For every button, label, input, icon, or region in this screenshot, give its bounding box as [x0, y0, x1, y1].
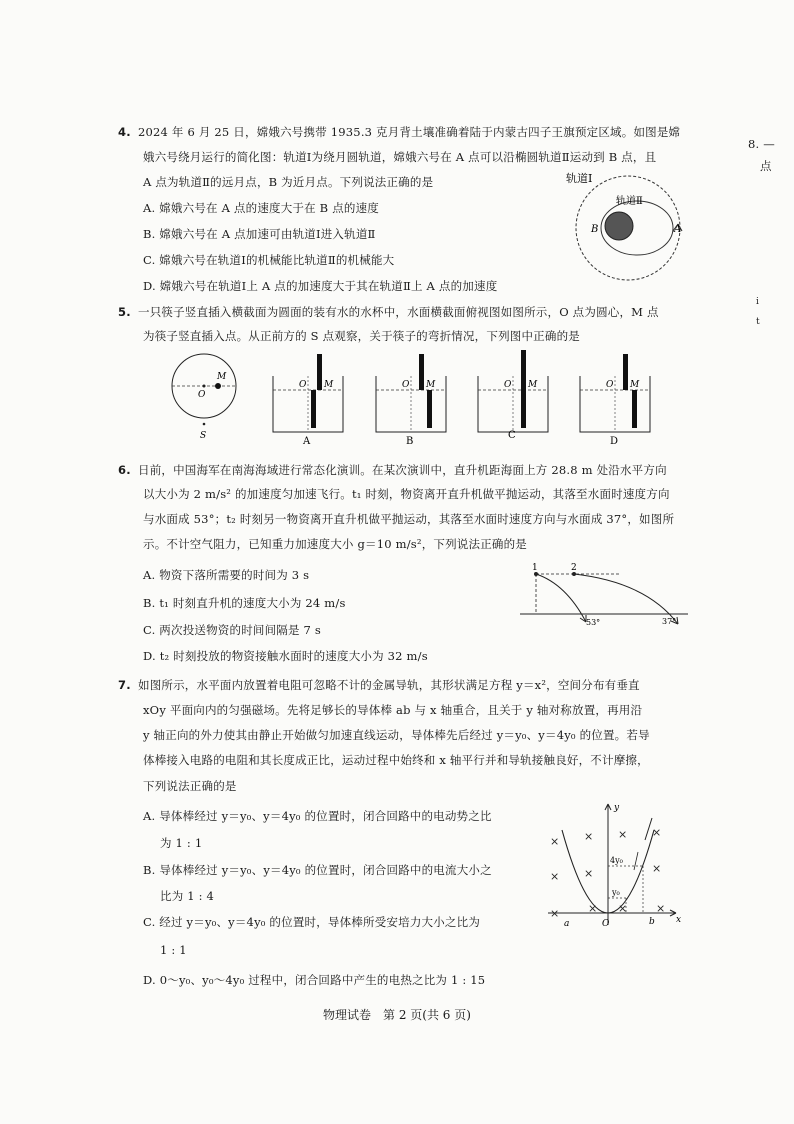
margin-mark-2: t — [756, 317, 760, 327]
point-a-label: A — [674, 224, 682, 235]
top-view-m-label: M — [217, 372, 227, 382]
q4-option-d: D. 嫦娥六号在轨道Ⅰ上 A 点的加速度大于其在轨道Ⅱ上 A 点的加速度 — [143, 279, 498, 293]
cup-c-o-label: O — [504, 380, 512, 390]
q7-stem-line5: 下列说法正确的是 — [143, 779, 237, 793]
chopstick-point-m — [215, 383, 221, 389]
point-1-label: 1 — [532, 563, 538, 573]
moon-disc — [605, 212, 633, 240]
q7-option-b-line1: B. 导体棒经过 y＝y₀、y＝4y₀ 的位置时，闭合回路中的电流大小之 — [143, 863, 492, 877]
q4-option-a: A. 嫦娥六号在 A 点的速度大于在 B 点的速度 — [143, 201, 379, 215]
field-cross-2: × — [584, 830, 594, 843]
orbit-1-label: 轨道Ⅰ — [566, 172, 593, 185]
margin-q8-fragment: 8. — — [748, 137, 775, 151]
cup-b-m-label: M — [426, 380, 436, 390]
q4-orbit-figure — [560, 166, 700, 281]
q5-number: 5. — [118, 305, 131, 319]
cup-a-o-label: O — [299, 380, 307, 390]
q7-stem-line1: 如图所示，水平面内放置着电阻可忽略不计的金属导轨，其形状满足方程 y＝x²，空间分布有垂直 — [138, 678, 640, 692]
q4-number: 4. — [118, 125, 131, 139]
field-cross-8: × — [550, 907, 560, 920]
q4-option-b: B. 嫦娥六号在 A 点加速可由轨道Ⅰ进入轨道Ⅱ — [143, 227, 376, 241]
q6-option-a: A. 物资下落所需要的时间为 3 s — [143, 568, 310, 582]
cup-c-m-label: M — [528, 380, 538, 390]
q7-option-a-line1: A. 导体棒经过 y＝y₀、y＝4y₀ 的位置时，闭合回路中的电动势之比 — [143, 809, 492, 823]
q7-option-c-line1: C. 经过 y＝y₀、y＝4y₀ 的位置时，导体棒所受安培力大小之比为 — [143, 915, 481, 929]
x-axis-label: x — [676, 915, 682, 925]
q5-cup-c — [478, 350, 548, 441]
trajectory-1 — [536, 574, 586, 622]
field-cross-9: × — [588, 902, 598, 915]
q7-number: 7. — [118, 678, 131, 692]
q7-option-a-line2: 为 1 : 1 — [160, 836, 203, 850]
q7-stem-line2: xOy 平面向内的匀强磁场。先将足够长的导体棒 ab 与 x 轴重合，且关于 y 轴对称放置，再用沿 — [143, 703, 643, 717]
q6-stem-line2: 以大小为 2 m/s² 的加速度匀加速飞行。t₁ 时刻，物资离开直升机做平抛运动，其落至水面时速度方向 — [143, 487, 670, 501]
q5-cup-d — [580, 354, 650, 447]
y-axis-label: y — [614, 803, 620, 813]
q7-stem-line3: y 轴正向的外力使其由静止开始做匀加速直线运动，导体棒先后经过 y＝y₀、y＝4y₀ 的位置。若导 — [143, 728, 650, 742]
q7-option-b-line2: 比为 1 : 4 — [160, 889, 215, 903]
q6-number: 6. — [118, 463, 131, 477]
cup-b-label: B — [406, 436, 414, 447]
cup-b-o-label: O — [402, 380, 410, 390]
level-4y0-label: 4y₀ — [610, 856, 623, 865]
field-cross-6: × — [584, 867, 594, 880]
top-view-o-label: O — [198, 390, 206, 400]
angle-53-label: 53° — [586, 618, 601, 627]
field-cross-1: × — [550, 835, 560, 848]
field-cross-4: × — [652, 826, 662, 839]
rod-end-a-label: a — [564, 919, 570, 929]
field-cross-5: × — [550, 870, 560, 883]
q4-stem-line1: 2024 年 6 月 25 日，嫦娥六号携带 1935.3 克月背土壤准确着陆于内蒙古四子王旗预定区域。如图是嫦 — [138, 125, 681, 139]
q5-stem-line2: 为筷子竖直插入点。从正前方的 S 点观察，关于筷子的弯折情况，下列图中正确的是 — [143, 329, 580, 343]
top-view-s-label: S — [200, 431, 207, 441]
q4-stem-line3: A 点为轨道Ⅱ的远月点，B 为近月点。下列说法正确的是 — [143, 175, 434, 189]
q6-option-d: D. t₂ 时刻投放的物资接触水面时的速度大小为 32 m/s — [143, 649, 428, 663]
q5-figures — [160, 346, 680, 448]
orbit-2-label: 轨道Ⅱ — [616, 196, 643, 207]
field-cross-3: × — [618, 828, 628, 841]
q6-option-c: C. 两次投送物资的时间间隔是 7 s — [143, 623, 322, 637]
page-footer: 物理试卷 第 2 页(共 6 页) — [323, 1008, 471, 1022]
level-y0-label: y₀ — [612, 888, 620, 897]
point-2-label: 2 — [571, 563, 577, 573]
rod-end-b-label: b — [649, 917, 655, 927]
q5-top-view — [172, 354, 236, 441]
q7-option-d: D. 0～y₀、y₀～4y₀ 过程中，闭合回路中产生的电热之比为 1 : 15 — [143, 973, 486, 987]
q5-cup-b — [376, 354, 446, 447]
q5-cup-a — [273, 354, 343, 447]
q6-stem-line4: 示。不计空气阻力，已知重力加速度大小 g＝10 m/s²，下列说法正确的是 — [143, 537, 527, 551]
margin-point: 点 — [760, 159, 772, 173]
margin-mark-1: i — [756, 297, 760, 307]
point-b-label: B — [591, 224, 599, 235]
q7-rail-figure — [540, 800, 690, 935]
q6-option-b: B. t₁ 时刻直升机的速度大小为 24 m/s — [143, 596, 346, 610]
q4-option-c: C. 嫦娥六号在轨道Ⅰ的机械能比轨道Ⅱ的机械能大 — [143, 253, 395, 267]
q4-stem-line2: 娥六号绕月运行的简化图：轨道Ⅰ为绕月圆轨道，嫦娥六号在 A 点可以沿椭圆轨道Ⅱ运动到 B 点，且 — [143, 150, 657, 164]
cup-a-m-label: M — [324, 380, 334, 390]
field-cross-11: × — [656, 902, 666, 915]
q6-stem-line1: 日前，中国海军在南海海域进行常态化演训。在某次演训中，直升机距海面上方 28.8 m 处沿水平方向 — [138, 463, 667, 477]
cup-d-label: D — [610, 436, 619, 447]
angle-37-label: 37° — [662, 617, 677, 626]
q7-option-c-line2: 1 : 1 — [160, 943, 187, 957]
q5-stem-line1: 一只筷子竖直插入横截面为圆面的装有水的水杯中，水面横截面俯视图如图所示，O 点为圆心，M 点 — [138, 305, 659, 319]
cup-c-label: C — [508, 430, 516, 441]
cup-a-label: A — [303, 436, 311, 447]
q6-projectile-figure — [516, 560, 696, 632]
q7-stem-line4: 体棒接入电路的电阻和其长度成正比，运动过程中始终和 x 轴平行并和导轨接触良好，不计摩擦， — [143, 753, 649, 767]
cup-d-o-label: O — [606, 380, 614, 390]
cup-d-m-label: M — [630, 380, 640, 390]
field-cross-7: × — [652, 862, 662, 875]
q6-stem-line3: 与水面成 53°；t₂ 时刻另一物资离开直升机做平抛运动，其落至水面时速度方向与水面成 37°，如图所 — [143, 512, 675, 526]
origin-label: O — [602, 919, 610, 929]
field-cross-10: × — [618, 902, 628, 915]
